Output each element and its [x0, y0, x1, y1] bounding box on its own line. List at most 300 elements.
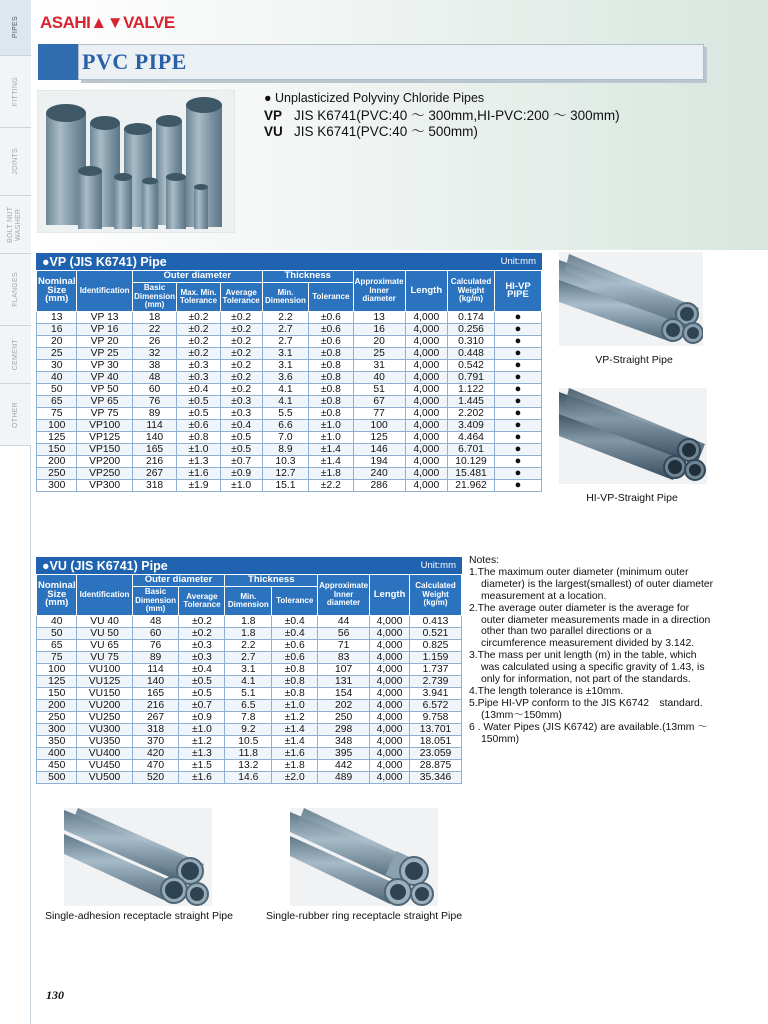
table-cell: 60	[132, 628, 179, 640]
table-row	[37, 736, 462, 748]
table-cell: ±1.2	[179, 736, 225, 748]
col-tolerance: Tolerance	[309, 283, 354, 312]
table-cell: ±0.4	[179, 664, 225, 676]
col-hivp: HI-VP PIPE	[494, 271, 541, 312]
col-thickness: Thickness	[225, 575, 318, 587]
table-row	[37, 360, 542, 372]
table-row	[37, 748, 462, 760]
table-cell: 40	[353, 372, 405, 384]
table-cell: 150	[37, 444, 77, 456]
vp-code: VP	[264, 108, 283, 123]
table-cell: ±1.8	[309, 468, 354, 480]
table-row	[37, 724, 462, 736]
note-item: 5.Pipe HI-VP conform to the JIS K6742 standard.(13mm～150mm)	[469, 697, 703, 721]
table-cell: 298	[318, 724, 370, 736]
table-cell: 1.737	[410, 664, 462, 676]
table-cell: 7.8	[225, 712, 272, 724]
table-cell: 4,000	[405, 348, 448, 360]
table-cell: ±0.8	[309, 396, 354, 408]
table-row	[37, 384, 542, 396]
table-row	[37, 480, 542, 492]
table-cell: 489	[318, 772, 370, 784]
table-row	[37, 628, 462, 640]
table-cell: VU400	[77, 748, 132, 760]
table-cell: 165	[132, 688, 179, 700]
table-cell: 1.8	[225, 616, 272, 628]
tab-other[interactable]	[0, 384, 31, 446]
pipes-stack-illustration	[38, 91, 235, 233]
caption-single-adhesion: Single-adhesion receptacle straight Pipe	[45, 910, 233, 922]
table-cell: 318	[132, 724, 179, 736]
table-cell: 0.791	[448, 372, 495, 384]
table-cell: 4,000	[405, 324, 448, 336]
table-cell: 2.2	[262, 312, 308, 324]
table-cell: VP 16	[77, 324, 132, 336]
table-cell: 125	[37, 676, 77, 688]
table-cell: 4,000	[370, 688, 410, 700]
table-cell: VP 13	[77, 312, 132, 324]
table-cell: 10.129	[448, 456, 495, 468]
vp-table-body	[37, 312, 542, 492]
table-row	[37, 700, 462, 712]
table-cell: ±0.6	[309, 324, 354, 336]
col-tolerance: Tolerance	[272, 587, 318, 616]
tab-label: JOINTS	[11, 148, 19, 175]
table-cell: 140	[132, 432, 177, 444]
table-cell: 100	[37, 420, 77, 432]
col-average-tolerance: Average Tolerance	[220, 283, 262, 312]
table-cell: 140	[132, 676, 179, 688]
table-cell: ±0.9	[220, 468, 262, 480]
table-cell: ±0.2	[220, 384, 262, 396]
notes-block	[469, 555, 714, 746]
tab-cement[interactable]	[0, 326, 31, 384]
table-cell: 2.7	[225, 652, 272, 664]
col-identification: Identification	[77, 271, 132, 312]
tab-label: FITTING	[11, 76, 19, 107]
table-cell: 267	[132, 712, 179, 724]
table-cell: 22	[132, 324, 177, 336]
table-cell: 4,000	[405, 432, 448, 444]
table-cell: 77	[353, 408, 405, 420]
table-cell: 114	[132, 420, 177, 432]
col-nominal: Nominal Size (mm)	[37, 271, 77, 312]
table-cell: VP250	[77, 468, 132, 480]
table-cell: ±0.2	[220, 372, 262, 384]
table-cell: ●	[494, 372, 541, 384]
table-cell: ±1.3	[179, 748, 225, 760]
table-cell: 395	[318, 748, 370, 760]
table-cell: ±1.0	[309, 432, 354, 444]
table-cell: 3.1	[262, 348, 308, 360]
table-cell: 4,000	[405, 480, 448, 492]
table-cell: 6.5	[225, 700, 272, 712]
page-number: 130	[46, 988, 64, 1002]
table-cell: ±1.0	[272, 700, 318, 712]
col-weight: Calculated Weight (kg/m)	[448, 271, 495, 312]
table-cell: 40	[37, 372, 77, 384]
table-cell: ±1.2	[272, 712, 318, 724]
table-cell: ±0.9	[179, 712, 225, 724]
table-cell: 442	[318, 760, 370, 772]
table-row	[37, 688, 462, 700]
table-cell: 4,000	[405, 336, 448, 348]
table-cell: ±0.8	[309, 384, 354, 396]
table-cell: ±0.2	[220, 312, 262, 324]
col-min-dimension: Min. Dimension	[225, 587, 272, 616]
table-cell: ±0.5	[177, 396, 220, 408]
table-cell: ●	[494, 336, 541, 348]
table-cell: 0.413	[410, 616, 462, 628]
table-cell: 18.051	[410, 736, 462, 748]
table-cell: 56	[318, 628, 370, 640]
table-cell: 0.448	[448, 348, 495, 360]
table-cell: ±0.8	[272, 664, 318, 676]
tab-pipes[interactable]	[0, 0, 31, 56]
rubber-ring-pipe-bundle-illustration	[290, 808, 438, 906]
table-cell: ±0.5	[220, 444, 262, 456]
table-cell: 125	[353, 432, 405, 444]
table-cell: 100	[37, 664, 77, 676]
vp-straight-pipe-photo	[559, 252, 703, 346]
table-cell: ±0.3	[177, 360, 220, 372]
table-cell: 4,000	[370, 640, 410, 652]
table-cell: 2.7	[262, 336, 308, 348]
table-cell: 11.8	[225, 748, 272, 760]
table-cell: ±0.2	[179, 616, 225, 628]
table-cell: 28.875	[410, 760, 462, 772]
table-cell: 20	[37, 336, 77, 348]
tab-flanges[interactable]	[0, 254, 31, 326]
caption-hivp-straight: HI-VP-Straight Pipe	[586, 492, 678, 504]
table-cell: 2.2	[225, 640, 272, 652]
table-cell: ●	[494, 312, 541, 324]
table-cell: ±1.0	[177, 444, 220, 456]
tab-joints[interactable]	[0, 128, 31, 196]
table-cell: 4,000	[370, 724, 410, 736]
table-cell: 520	[132, 772, 179, 784]
table-cell: VU150	[77, 688, 132, 700]
table-cell: 150	[37, 688, 77, 700]
col-thickness: Thickness	[262, 271, 353, 283]
table-cell: 30	[37, 360, 77, 372]
table-cell: 31	[353, 360, 405, 372]
table-cell: 200	[37, 456, 77, 468]
table-cell: 48	[132, 616, 179, 628]
table-cell: VU500	[77, 772, 132, 784]
table-cell: ±0.6	[309, 312, 354, 324]
table-cell: ±0.8	[177, 432, 220, 444]
table-cell: 9.758	[410, 712, 462, 724]
note-item: 6 . Water Pipes (JIS K6742) are available.(13mm ～150mm)	[469, 721, 708, 745]
col-identification: Identification	[77, 575, 132, 616]
table-cell: 15.481	[448, 468, 495, 480]
table-cell: 1.122	[448, 384, 495, 396]
vu-spec-text: JIS K6741(PVC:40 ～ 500mm)	[294, 124, 478, 139]
table-cell: ±0.8	[309, 348, 354, 360]
table-cell: ±0.7	[220, 456, 262, 468]
table-cell: ±1.5	[179, 760, 225, 772]
table-cell: 60	[132, 384, 177, 396]
table-cell: VP 40	[77, 372, 132, 384]
table-cell: ±0.6	[272, 652, 318, 664]
table-row	[37, 348, 542, 360]
table-cell: 250	[37, 468, 77, 480]
table-cell: ±0.4	[220, 420, 262, 432]
tab-label: PIPES	[11, 16, 19, 39]
table-cell: 4.1	[262, 396, 308, 408]
table-cell: 3.1	[225, 664, 272, 676]
vp-table	[36, 270, 542, 492]
table-cell: 470	[132, 760, 179, 772]
table-cell: 76	[132, 640, 179, 652]
table-cell: 350	[37, 736, 77, 748]
table-cell: 40	[37, 616, 77, 628]
table-cell: 250	[318, 712, 370, 724]
table-cell: 4,000	[405, 372, 448, 384]
page-title: PVC PIPE	[82, 49, 187, 74]
table-cell: 5.5	[262, 408, 308, 420]
vp-table-title-bar	[36, 253, 542, 270]
table-cell: 1.445	[448, 396, 495, 408]
table-cell: 250	[37, 712, 77, 724]
table-cell: ±1.0	[179, 724, 225, 736]
intro-block	[264, 91, 620, 140]
vu-table-section	[36, 557, 462, 784]
table-cell: ±0.4	[177, 384, 220, 396]
table-cell: 202	[318, 700, 370, 712]
table-cell: VP 30	[77, 360, 132, 372]
table-cell: ±0.2	[177, 348, 220, 360]
table-cell: 26	[132, 336, 177, 348]
table-cell: ±0.3	[179, 652, 225, 664]
table-cell: 318	[132, 480, 177, 492]
table-cell: VU 50	[77, 628, 132, 640]
vu-table-unit: Unit:mm	[420, 560, 456, 571]
table-cell: VU100	[77, 664, 132, 676]
table-cell: 9.2	[225, 724, 272, 736]
table-cell: 14.6	[225, 772, 272, 784]
vp-table-unit: Unit:mm	[500, 256, 536, 267]
table-cell: ±0.4	[272, 616, 318, 628]
tab-fitting[interactable]	[0, 56, 31, 128]
table-cell: 23.059	[410, 748, 462, 760]
table-cell: 4,000	[370, 664, 410, 676]
table-cell: 216	[132, 700, 179, 712]
col-approx-inner: Approximate Inner diameter	[353, 271, 405, 312]
table-row	[37, 420, 542, 432]
col-outer-diameter: Outer diameter	[132, 271, 262, 283]
table-cell: 4,000	[405, 456, 448, 468]
table-cell: VU 65	[77, 640, 132, 652]
table-cell: 2.202	[448, 408, 495, 420]
table-cell: 107	[318, 664, 370, 676]
table-cell: 75	[37, 408, 77, 420]
table-cell: 4,000	[405, 360, 448, 372]
table-cell: 16	[353, 324, 405, 336]
table-cell: 25	[353, 348, 405, 360]
table-cell: 146	[353, 444, 405, 456]
vu-table	[36, 574, 462, 784]
table-cell: ±1.4	[309, 456, 354, 468]
table-cell: 16	[37, 324, 77, 336]
table-cell: VP300	[77, 480, 132, 492]
table-cell: 76	[132, 396, 177, 408]
table-cell: 4.464	[448, 432, 495, 444]
note-item: 4.The length tolerance is ±10mm.	[469, 685, 624, 697]
table-cell: 450	[37, 760, 77, 772]
vp-table-section	[36, 253, 542, 492]
title-accent	[38, 44, 78, 80]
table-cell: 20	[353, 336, 405, 348]
table-cell: VU125	[77, 676, 132, 688]
table-cell: 15.1	[262, 480, 308, 492]
table-cell: 0.825	[410, 640, 462, 652]
table-cell: 4,000	[370, 700, 410, 712]
table-cell: 125	[37, 432, 77, 444]
table-cell: ±0.3	[220, 396, 262, 408]
table-cell: 32	[132, 348, 177, 360]
table-cell: 0.521	[410, 628, 462, 640]
table-cell: ±1.4	[309, 444, 354, 456]
table-cell: 216	[132, 456, 177, 468]
table-cell: 500	[37, 772, 77, 784]
table-cell: ±0.2	[220, 348, 262, 360]
table-cell: ±2.0	[272, 772, 318, 784]
table-cell: ±1.9	[177, 480, 220, 492]
table-cell: 300	[37, 480, 77, 492]
col-basic-dimension: Basic Dimension (mm)	[132, 283, 177, 312]
vp-spec	[264, 108, 620, 124]
single-rubber-ring-pipe-photo	[290, 808, 438, 906]
table-cell: 267	[132, 468, 177, 480]
table-cell: 4,000	[405, 420, 448, 432]
table-row	[37, 324, 542, 336]
table-cell: 3.409	[448, 420, 495, 432]
note-item: 1.The maximum outer diameter (minimum outer diameter) is the largest(smallest) of outer diameter measurement at a location.	[469, 566, 714, 602]
table-cell: ●	[494, 444, 541, 456]
table-cell: 25	[37, 348, 77, 360]
table-cell: ±0.8	[309, 360, 354, 372]
table-cell: ●	[494, 456, 541, 468]
vu-spec	[264, 124, 620, 140]
table-row	[37, 396, 542, 408]
table-cell: ±1.4	[272, 724, 318, 736]
table-cell: 2.739	[410, 676, 462, 688]
table-cell: VP 25	[77, 348, 132, 360]
table-cell: 48	[132, 372, 177, 384]
table-cell: VP125	[77, 432, 132, 444]
vu-code: VU	[264, 124, 283, 139]
table-cell: ±1.6	[177, 468, 220, 480]
table-cell: ±0.4	[272, 628, 318, 640]
table-row	[37, 712, 462, 724]
table-cell: ±0.8	[272, 688, 318, 700]
tab-label: BOLT NUT WASHER	[6, 206, 22, 243]
caption-single-rubber: Single-rubber ring receptacle straight Pipe	[265, 910, 463, 922]
col-approx-inner: Approximate Inner diameter	[318, 575, 370, 616]
table-cell: ±0.5	[179, 688, 225, 700]
notes-title: Notes:	[469, 555, 500, 566]
table-cell: 4,000	[370, 772, 410, 784]
table-cell: 4,000	[370, 628, 410, 640]
table-cell: ●	[494, 360, 541, 372]
table-cell: VU450	[77, 760, 132, 772]
table-cell: 8.9	[262, 444, 308, 456]
vp-spec-text: JIS K6741(PVC:40 ～ 300mm,HI-PVC:200 ～ 300mm)	[294, 108, 620, 123]
table-cell: ±0.8	[309, 372, 354, 384]
table-cell: ±0.8	[309, 408, 354, 420]
table-cell: 1.8	[225, 628, 272, 640]
table-cell: ±0.6	[177, 420, 220, 432]
table-cell: 154	[318, 688, 370, 700]
table-cell: ±0.2	[177, 312, 220, 324]
table-cell: VP 20	[77, 336, 132, 348]
table-cell: 83	[318, 652, 370, 664]
table-cell: 67	[353, 396, 405, 408]
table-cell: 200	[37, 700, 77, 712]
table-cell: ±0.5	[177, 408, 220, 420]
col-outer-diameter: Outer diameter	[132, 575, 225, 587]
table-cell: 71	[318, 640, 370, 652]
table-cell: VP100	[77, 420, 132, 432]
table-cell: 10.5	[225, 736, 272, 748]
section-tab-strip	[0, 0, 31, 1024]
tab-label: CEMENT	[11, 338, 19, 371]
tab-label: FLANGES	[11, 272, 19, 307]
table-cell: 13	[37, 312, 77, 324]
table-cell: ±0.3	[179, 640, 225, 652]
table-cell: 4.1	[225, 676, 272, 688]
table-cell: VP200	[77, 456, 132, 468]
table-cell: 4,000	[370, 676, 410, 688]
table-row	[37, 640, 462, 652]
table-row	[37, 456, 542, 468]
table-cell: 38	[132, 360, 177, 372]
table-cell: 13	[353, 312, 405, 324]
table-cell: ±1.6	[272, 748, 318, 760]
table-cell: ±1.4	[272, 736, 318, 748]
table-cell: 4,000	[370, 760, 410, 772]
table-cell: 21.962	[448, 480, 495, 492]
table-cell: 35.346	[410, 772, 462, 784]
tab-bolt-nut-washer[interactable]	[0, 196, 31, 254]
table-cell: VP 50	[77, 384, 132, 396]
table-row	[37, 652, 462, 664]
single-adhesion-pipe-photo	[64, 808, 212, 906]
table-cell: ±0.2	[220, 360, 262, 372]
col-length: Length	[405, 271, 448, 312]
table-cell: 51	[353, 384, 405, 396]
pvc-pipes-photo	[37, 90, 235, 233]
col-average-tolerance: Average Tolerance	[179, 587, 225, 616]
table-cell: 4,000	[370, 736, 410, 748]
table-cell: 44	[318, 616, 370, 628]
table-cell: 89	[132, 408, 177, 420]
hivp-pipe-bundle-illustration	[559, 388, 707, 484]
table-row	[37, 664, 462, 676]
table-row	[37, 444, 542, 456]
table-cell: ±0.2	[220, 324, 262, 336]
table-cell: ±0.3	[220, 408, 262, 420]
brand-logo	[40, 13, 175, 33]
table-cell: 4,000	[405, 444, 448, 456]
table-cell: ±0.6	[309, 336, 354, 348]
table-cell: 65	[37, 640, 77, 652]
table-row	[37, 336, 542, 348]
table-row	[37, 616, 462, 628]
col-nominal: Nominal Size (mm)	[37, 575, 77, 616]
